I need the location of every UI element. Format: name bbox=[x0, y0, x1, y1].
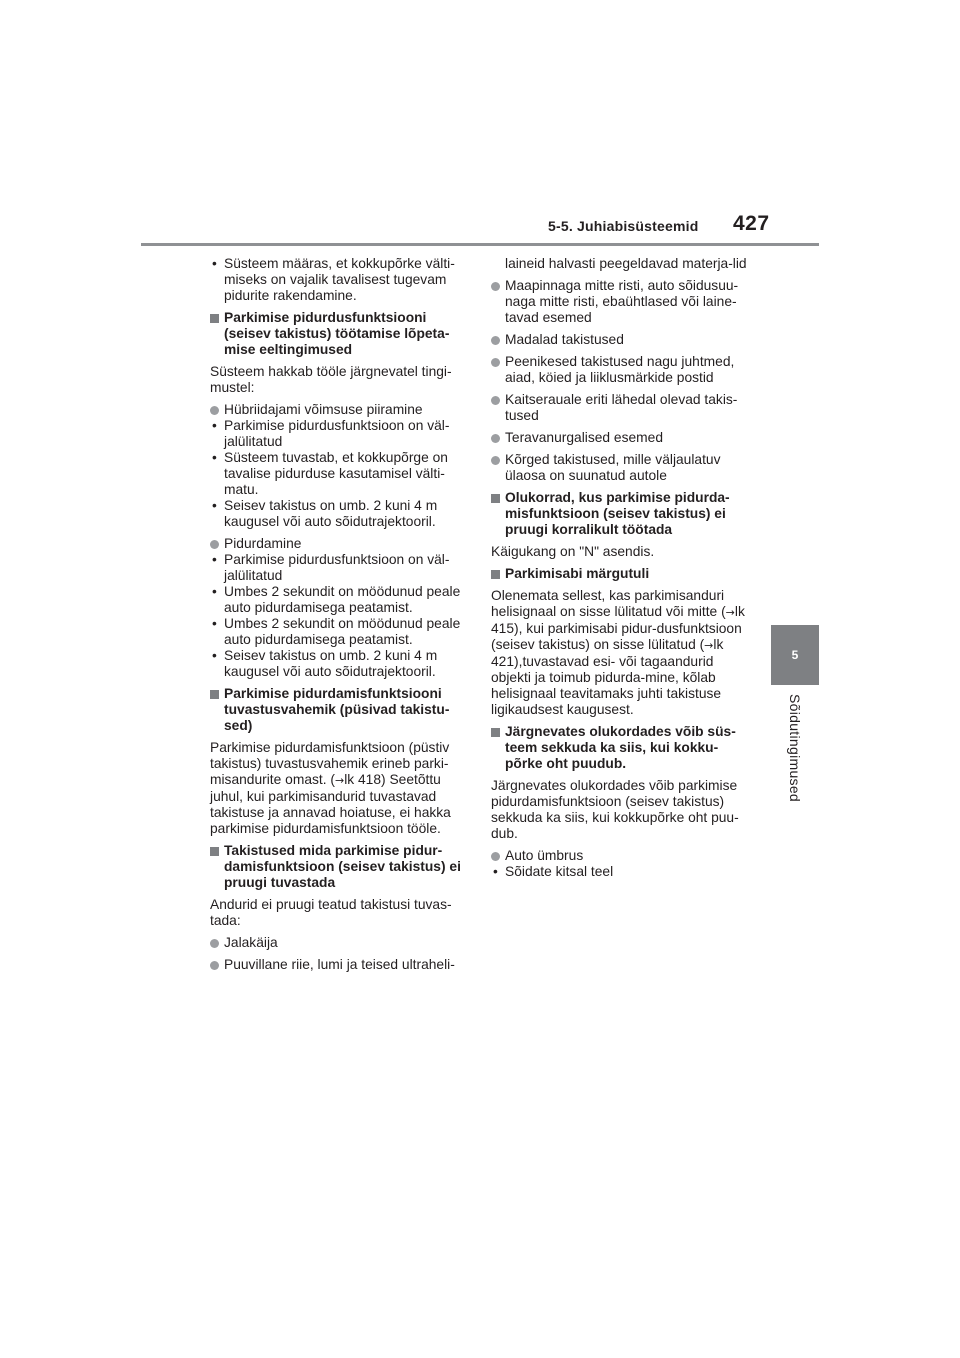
bullet-item bbox=[210, 536, 472, 552]
dash-item: • Parkimise pidurdusfunktsioon on väl-jalülitatud bbox=[210, 552, 472, 584]
arrow-icon: → bbox=[704, 639, 714, 652]
bullet-text: Puuvillane riie, lumi ja teised ultraheli- bbox=[224, 957, 455, 972]
paragraph-text: ) Seetõttu juhul, kui parkimisandurid tuvastavad takistuse ja annavad hoiatuse, ei hakka parkimise pidurdamisfunktsioon tööle. bbox=[210, 772, 451, 836]
continuation-text: laineid halvasti peegeldavad materja-lid bbox=[505, 256, 747, 271]
dash-item: • Süsteem tuvastab, et kokkupõrge on tavalise pidurduse kasutamisel välti-matu. bbox=[210, 450, 472, 498]
paragraph: Süsteem hakkab tööle järgnevatel tingi-mustel: bbox=[210, 364, 452, 395]
bullet-item bbox=[210, 402, 472, 418]
bullet-item bbox=[491, 392, 753, 424]
bullet-item bbox=[210, 935, 472, 951]
paragraph: Käigukang on "N" asendis. bbox=[491, 544, 655, 559]
chapter-number: 5 bbox=[791, 648, 799, 662]
dash-item: • Umbes 2 sekundit on möödunud peale auto pidurdamisega peatamist. bbox=[210, 584, 472, 616]
bullet-text: Auto ümbrus bbox=[505, 848, 584, 863]
bullet-item bbox=[491, 452, 753, 484]
section-heading: Olukorrad, kus parkimise pidurda-misfunktsioon (seisev takistus) ei pruugi korralikult töötada bbox=[491, 490, 753, 538]
bullet-text: Jalakäija bbox=[224, 935, 278, 950]
section-heading: Takistused mida parkimise pidur-damisfunktsioon (seisev takistus) ei pruugi tuvastada bbox=[210, 843, 472, 891]
bullet-text: Pidurdamine bbox=[224, 536, 302, 551]
dash-item: • Umbes 2 sekundit on möödunud peale auto pidurdamisega peatamist. bbox=[210, 616, 472, 648]
dash-item: • Parkimise pidurdusfunktsioon on väl-jalülitatud bbox=[210, 418, 472, 450]
page-reference-link[interactable]: lk 418 bbox=[344, 772, 382, 787]
paragraph-text: Olenemata sellest, kas parkimisanduri helisignaal on sisse lülitatud või mitte ( bbox=[491, 588, 726, 619]
section-title: 5-5. Juhiabisüsteemid bbox=[548, 218, 699, 234]
bullet-item bbox=[491, 430, 753, 446]
dash-item: • Seisev takistus on umb. 2 kuni 4 m kaugusel või auto sõidutrajektooril. bbox=[210, 648, 472, 680]
paragraph-text: ),tuvastavad esi- või tagaandurid objekti ja toimub pidurda-mine, kõlab helisignaal teavitamaks juhti takistuse ligikaudsest kaugusest. bbox=[491, 654, 722, 717]
dash-list bbox=[210, 418, 472, 530]
bullet-item bbox=[491, 278, 753, 326]
right-column bbox=[491, 256, 753, 880]
left-column bbox=[210, 256, 472, 979]
dash-item: • Sõidate kitsal teel bbox=[491, 864, 753, 880]
section-heading: Järgnevates olukordades võib süs-teem sekkuda ka siis, kui kokku-põrke oht puudub. bbox=[491, 724, 753, 772]
page-number: 427 bbox=[733, 212, 770, 235]
bullet-text: Kõrged takistused, mille väljaulatuv ülaosa on suunatud autole bbox=[505, 452, 721, 483]
page-reference-link[interactable]: lk 415 bbox=[491, 604, 745, 636]
arrow-icon: → bbox=[334, 774, 345, 787]
paragraph-text: ), kui parkimisabi pidur-dusfunktsioon (seisev takistus) on sisse lülitatud ( bbox=[491, 621, 742, 652]
bullet-text: Hübriidajami võimsuse piiramine bbox=[224, 402, 423, 417]
chapter-label: Sõidutingimused bbox=[787, 693, 803, 803]
section-heading: Parkimise pidurdusfunktsiooni (seisev takistus) töötamise lõpeta-mise eeltingimused bbox=[210, 310, 472, 358]
bullet-text: Madalad takistused bbox=[505, 332, 624, 347]
dash-list bbox=[210, 552, 472, 680]
bullet-item bbox=[491, 332, 753, 348]
section-heading: Parkimisabi märgutuli bbox=[491, 566, 753, 582]
dash-item: • Seisev takistus on umb. 2 kuni 4 m kaugusel või auto sõidutrajektooril. bbox=[210, 498, 472, 530]
paragraph bbox=[210, 740, 472, 837]
header-rule bbox=[141, 243, 819, 246]
bullet-item bbox=[491, 848, 753, 864]
bullet-text: Maapinnaga mitte risti, auto sõidusuu-naga mitte risti, ebaühtlased või laine-tavad esemed bbox=[505, 278, 739, 325]
chapter-tab bbox=[771, 625, 819, 685]
paragraph: Andurid ei pruugi teatud takistusi tuvas-tada: bbox=[210, 897, 452, 928]
dash-item: • Süsteem määras, et kokkupõrke välti-miseks on vajalik tavalisest tugevam pidurite rakendamine. bbox=[210, 256, 472, 304]
arrow-icon: → bbox=[725, 606, 735, 619]
bullet-text: Teravanurgalised esemed bbox=[505, 430, 663, 445]
section-heading: Parkimise pidurdamisfunktsiooni tuvastusvahemik (püsivad takistu-sed) bbox=[210, 686, 472, 734]
page-reference-link[interactable]: lk 421 bbox=[491, 637, 724, 669]
bullet-text: Peenikesed takistused nagu juhtmed, aiad, köied ja liiklusmärkide postid bbox=[505, 354, 735, 385]
bullet-item bbox=[491, 354, 753, 386]
paragraph: Järgnevates olukordades võib parkimise pidurdamisfunktsioon (seisev takistus) sekkuda ka siis, kui kokkupõrke oht puu-dub. bbox=[491, 778, 739, 841]
bullet-item bbox=[210, 957, 472, 973]
paragraph bbox=[491, 588, 753, 718]
bullet-text: Kaitserauale eriti lähedal olevad takis-tused bbox=[505, 392, 738, 423]
paragraph-text: Parkimise pidurdamisfunktsioon (püstiv takistus) tuvastusvahemik erineb parki-misandurite omast. ( bbox=[210, 740, 450, 787]
